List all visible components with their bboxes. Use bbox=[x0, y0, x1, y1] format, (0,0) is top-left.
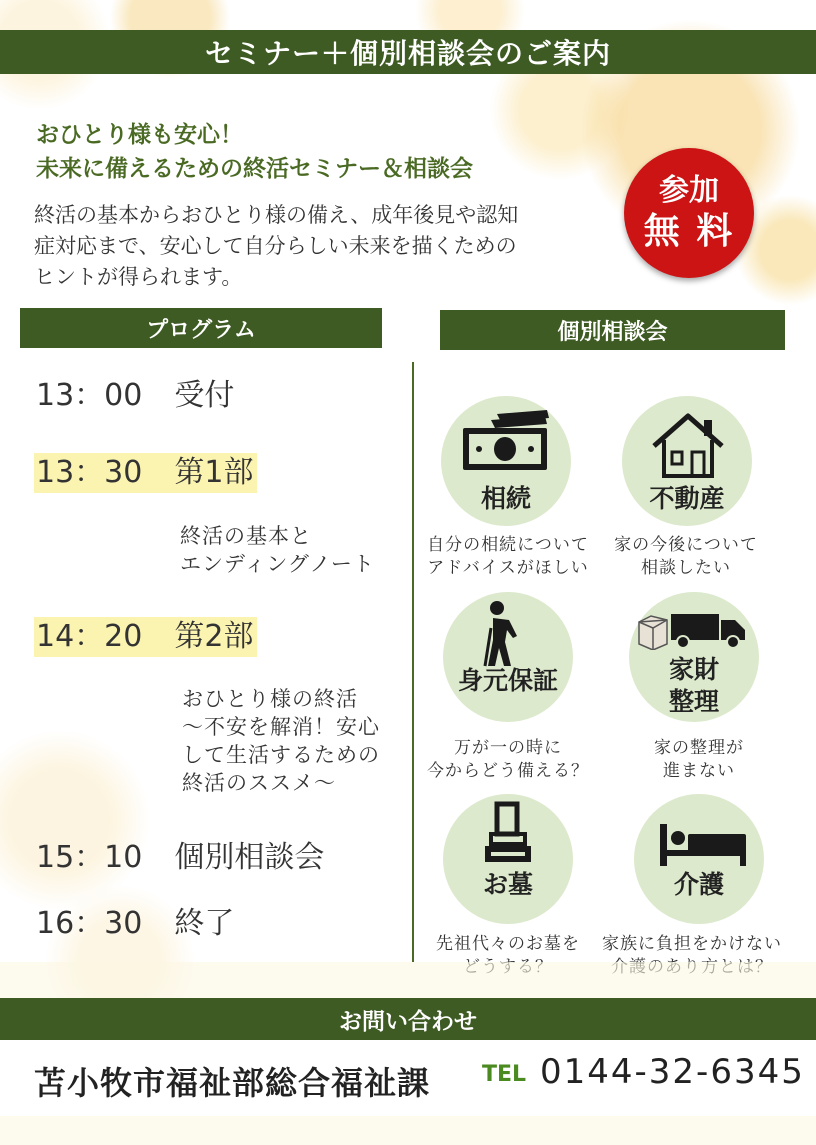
caption-line: 万が一の時に bbox=[454, 738, 562, 758]
intro-text bbox=[34, 200, 604, 293]
topic-label: 身元保証 bbox=[457, 666, 558, 695]
topic-real-estate bbox=[622, 396, 752, 526]
grave-icon bbox=[483, 800, 533, 866]
caption-line: 家族に負担をかけない bbox=[602, 934, 782, 954]
program-row-end bbox=[36, 904, 234, 944]
program-row-part1 bbox=[34, 453, 257, 493]
headline-line-1: おひとり様も安心！ bbox=[36, 122, 243, 148]
caption-line: アドバイスがほしい bbox=[427, 558, 589, 578]
topic-caption bbox=[591, 534, 781, 580]
badge-line-2: 無 料 bbox=[643, 211, 735, 252]
part2-description bbox=[182, 685, 380, 797]
topic-grave bbox=[443, 794, 573, 924]
program-row-reception bbox=[36, 376, 234, 416]
moving-truck-icon bbox=[637, 610, 749, 650]
elderly-person-icon bbox=[483, 600, 533, 668]
topic-household-cleanup bbox=[629, 592, 759, 722]
intro-line-1: 終活の基本からおひとり様の備え、成年後見や認知 bbox=[34, 203, 519, 227]
topic-label: 相続 bbox=[480, 484, 531, 513]
topic-caption bbox=[604, 737, 794, 783]
part1-description bbox=[180, 522, 375, 578]
topic-label: お墓 bbox=[482, 870, 533, 899]
program-label: 終了 bbox=[174, 906, 235, 941]
program-time: 15：10 bbox=[36, 840, 143, 875]
topic-inheritance bbox=[441, 396, 571, 526]
program-label: 受付 bbox=[174, 378, 235, 413]
program-time: 13：30 bbox=[36, 455, 143, 490]
headline bbox=[36, 118, 616, 186]
topic-caption bbox=[413, 534, 603, 580]
caption-line: 進まない bbox=[663, 761, 735, 781]
topic-label-line: 家財 bbox=[668, 655, 719, 684]
topic-identity-guarantee bbox=[443, 592, 573, 722]
contact-heading: お問い合わせ bbox=[0, 998, 816, 1040]
topic-nursing-care bbox=[634, 794, 764, 924]
part2-desc-line: 終活のススメ～ bbox=[182, 771, 336, 795]
part2-desc-line: ～不安を解消！安心 bbox=[182, 715, 380, 739]
topic-caption bbox=[413, 737, 603, 783]
program-label: 個別相談会 bbox=[174, 840, 325, 875]
consultation-heading: 個別相談会 bbox=[440, 310, 785, 350]
badge-line-1: 参加 bbox=[659, 173, 719, 208]
bed-icon bbox=[658, 820, 748, 868]
money-icon bbox=[461, 410, 551, 472]
tel-label: TEL bbox=[482, 1062, 527, 1087]
column-divider bbox=[412, 362, 414, 962]
program-time: 13：00 bbox=[36, 378, 143, 413]
program-time: 14：20 bbox=[36, 619, 143, 654]
program-label: 第2部 bbox=[174, 619, 254, 654]
part2-desc-line: おひとり様の終活 bbox=[182, 687, 358, 711]
topic-label: 介護 bbox=[673, 870, 724, 899]
topic-label-line: 整理 bbox=[668, 687, 719, 716]
program-heading: プログラム bbox=[20, 308, 382, 348]
house-icon bbox=[650, 410, 726, 480]
program-label: 第1部 bbox=[174, 455, 254, 490]
page-title: セミナー＋個別相談会のご案内 bbox=[0, 30, 816, 74]
caption-line: 家の整理が bbox=[654, 738, 744, 758]
caption-line: 先祖代々のお墓を bbox=[436, 934, 580, 954]
part2-desc-line: して生活するための bbox=[182, 743, 380, 767]
program-time: 16：30 bbox=[36, 906, 143, 941]
headline-line-2: 未来に備えるための終活セミナー＆相談会 bbox=[36, 156, 473, 182]
topic-label: 不動産 bbox=[649, 484, 725, 513]
topic-label bbox=[629, 654, 759, 718]
intro-line-2: 症対応まで、安心して自分らしい未来を描くための bbox=[34, 234, 517, 258]
caption-line: 相談したい bbox=[641, 558, 731, 578]
program-row-consultation bbox=[36, 838, 324, 878]
organization-name: 苫小牧市福祉部総合福祉課 bbox=[34, 1064, 431, 1102]
intro-line-3: ヒントが得られます。 bbox=[34, 265, 243, 289]
caption-line: 家の今後について bbox=[614, 535, 758, 555]
phone-number[interactable]: 0144-32-6345 bbox=[540, 1052, 805, 1092]
free-admission-badge bbox=[624, 148, 754, 278]
program-row-part2 bbox=[34, 617, 257, 657]
caption-line: 今からどう備える？ bbox=[427, 761, 589, 781]
part1-desc-line: 終活の基本と bbox=[180, 524, 312, 548]
part1-desc-line: エンディングノート bbox=[180, 552, 375, 576]
caption-line: 自分の相続について bbox=[427, 535, 589, 555]
